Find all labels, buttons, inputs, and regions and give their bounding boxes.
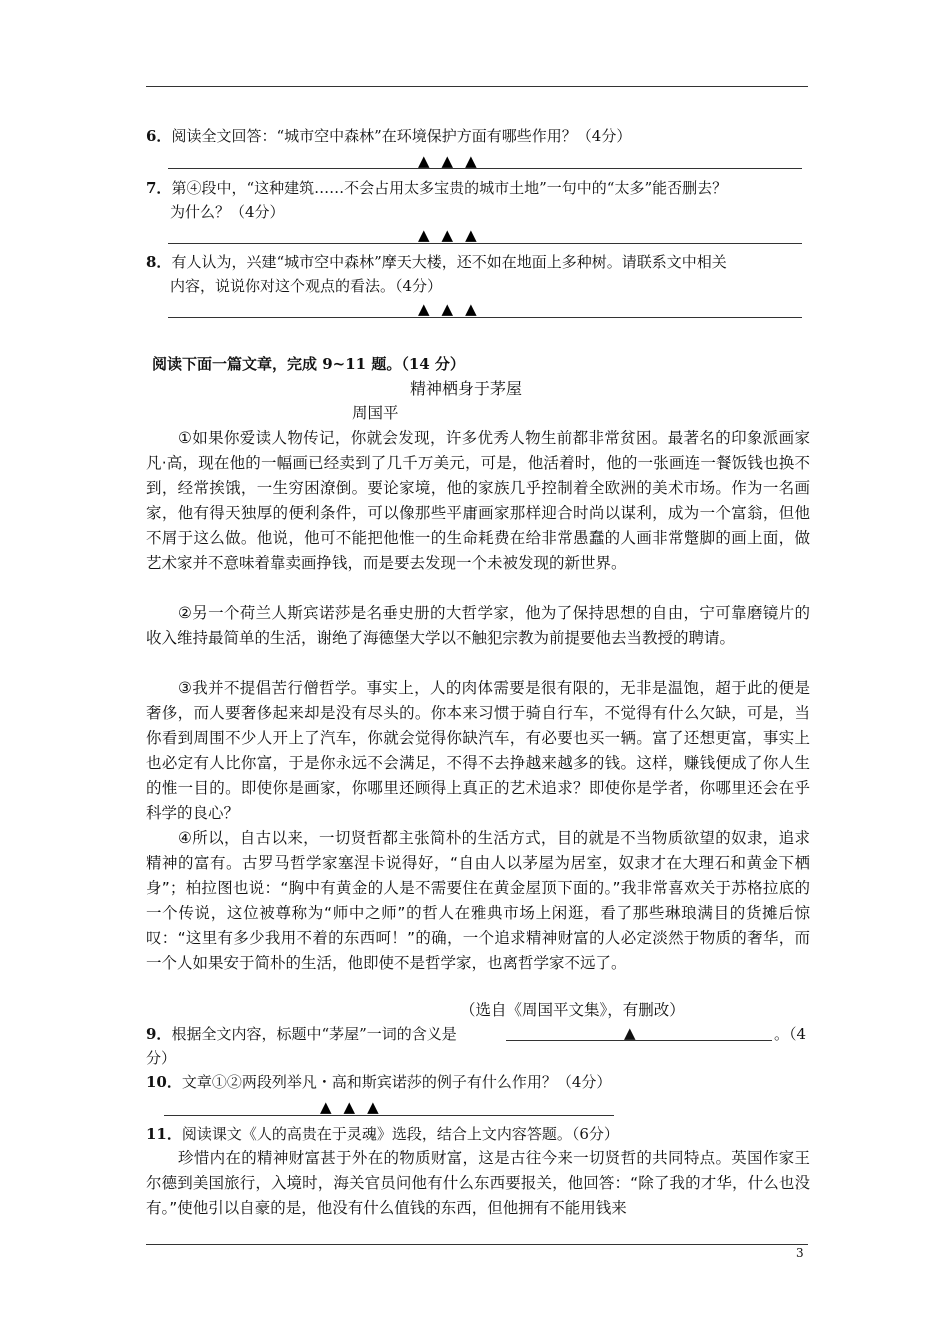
answer-mark-9: ▲ — [624, 1024, 636, 1042]
paragraph-3: ③我并不提倡苦行僧哲学。事实上，人的肉体需要是很有限的，无非是温饱，超于此的便是奢侈，而人要奢侈起来却是没有尽头的。你本来习惯于骑自行车，不觉得有什么欠缺，可是，当你看到周围不少人开上了汽车，你就会觉得你缺汽车，有必要也买一辆。富了还想更富，事实上也必定有人比你富，于是你永远不会满足，不得不去挣越来越多的钱。这样，赚钱便成了你人生的惟一目的。即使你是画家，你哪里还顾得上真正的艺术追求？即使你是学者，你哪里还会在乎科学的良心？ — [146, 679, 810, 822]
paragraph-4: ④所以，自古以来，一切贤哲都主张简朴的生活方式，目的就是不当物质欲望的奴隶，追求精神的富有。古罗马哲学家塞涅卡说得好，“自由人以茅屋为居室，奴隶才在大理石和黄金下栖身”；柏拉图也说：“胸中有黄金的人是不需要住在黄金屋顶下面的。”我非常喜欢关于苏格拉底的一个传说，这位被尊称为“师中之师”的哲人在雅典市场上闲逛，看了那些琳琅满目的货摊后惊叹：“这里有多少我用不着的东西呵！”的确，一个追求精神财富的人必定淡然于物质的奢华，而一个人如果安于简朴的生活，他即使不是哲学家，也离哲学家不远了。 — [146, 829, 810, 972]
footer-rule — [146, 1244, 808, 1245]
answer-marks-8: ▲▲▲ — [418, 300, 489, 318]
article-source: （选自《周国平文集》，有删改） — [460, 1001, 685, 1019]
question-11: 11．阅读课文《人的高贵在于灵魂》选段，结合上文内容答题。（6分） — [146, 1125, 619, 1143]
answer-marks-10: ▲▲▲ — [320, 1098, 391, 1116]
answer-line-7[interactable] — [168, 243, 802, 244]
header-rule — [146, 86, 808, 87]
question-9-line2: 分） — [146, 1049, 177, 1067]
answer-line-6[interactable] — [168, 168, 802, 169]
question-6: 6．阅读全文回答：“城市空中森林”在环境保护方面有哪些作用？（4分） — [146, 127, 632, 145]
answer-marks-7: ▲▲▲ — [418, 226, 489, 244]
question-9-suffix: 。（4 — [774, 1025, 807, 1043]
question-8-line2: 内容，说说你对这个观点的看法。（4分） — [170, 277, 443, 295]
answer-marks-6: ▲▲▲ — [418, 152, 489, 170]
question-9: 9．根据全文内容，标题中“茅屋”一词的含义是 — [146, 1025, 457, 1043]
question-8: 8．有人认为，兴建“城市空中森林”摩天大楼，还不如在地面上多种树。请联系文中相关 — [146, 253, 727, 271]
section-instruction: 阅读下面一篇文章，完成 9~11 题。（14 分） — [152, 355, 465, 373]
article-title: 精神栖身于茅屋 — [410, 379, 523, 398]
paragraph-2: ②另一个荷兰人斯宾诺莎是名垂史册的大哲学家，他为了保持思想的自由，宁可靠磨镜片的收入维持最简单的生活，谢绝了海德堡大学以不触犯宗教为前提要他去当教授的聘请。 — [146, 604, 810, 647]
paragraph-1: ①如果你爱读人物传记，你就会发现，许多优秀人物生前都非常贫困。最著名的印象派画家凡·高，现在他的一幅画已经卖到了几千万美元，可是，他活着时，他的一张画连一餐饭钱也换不到，经常挨饿，一生穷困潦倒。要论家境，他的家族几乎控制着全欧洲的美术市场。作为一名画家，他有得天独厚的便利条件，可以像那些平庸画家那样迎合时尚以谋利，成为一个富翁，但他不屑于这么做。他说，他可不能把他惟一的生命耗费在给非常愚蠢的人画非常蹩脚的画上面，做艺术家并不意味着靠卖画挣钱，而是要去发现一个未被发现的新世界。 — [146, 429, 810, 572]
page-number: 3 — [796, 1246, 804, 1260]
answer-blank-9[interactable] — [506, 1040, 772, 1041]
question-10: 10．文章①②两段列举凡・高和斯宾诺莎的例子有什么作用？（4分） — [146, 1073, 612, 1091]
answer-line-10[interactable] — [164, 1115, 614, 1116]
answer-line-8[interactable] — [168, 317, 802, 318]
excerpt-paragraph: 珍惜内在的精神财富甚于外在的物质财富，这是古往今来一切贤哲的共同特点。英国作家王尔德到美国旅行，入境时，海关官员问他有什么东西要报关，他回答：“除了我的才华，什么也没有。”使他引以自豪的是，他没有什么值钱的东西，但他拥有不能用钱来 — [146, 1149, 810, 1217]
question-7: 7．第④段中，“这种建筑……不会占用太多宝贵的城市土地”一句中的“太多”能否删去？ — [146, 179, 728, 197]
article-author: 周国平 — [352, 404, 399, 422]
question-7-line2: 为什么？（4分） — [170, 203, 285, 221]
